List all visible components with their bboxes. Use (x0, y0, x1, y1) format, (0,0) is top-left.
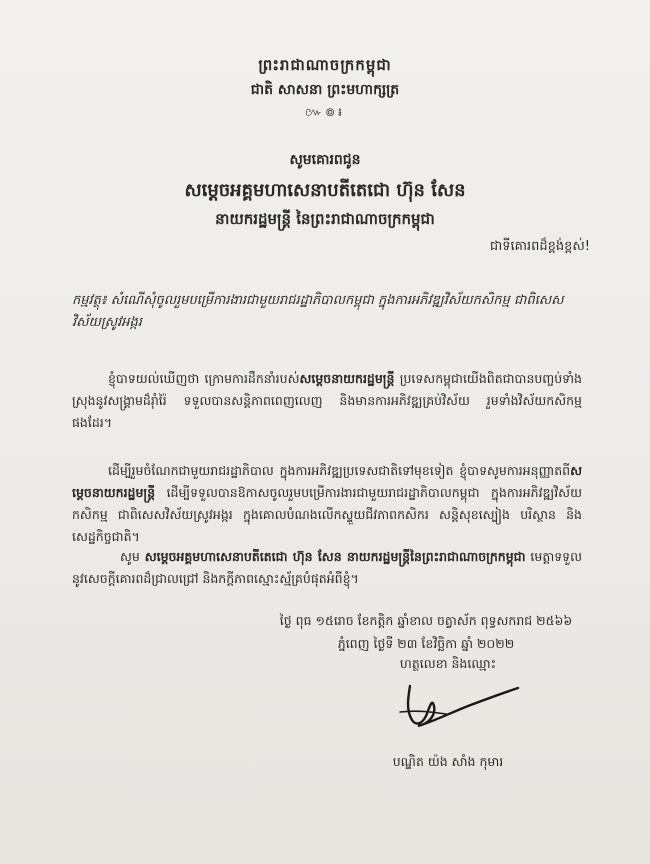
p3-bold-text: សម្តេចអគ្គមហាសេនាបតីតេជោ ហ៊ុន សែន នាយករដ្ឋមន្ត្រីនៃព្រះរាជាណាចក្រកម្ពុជា (144, 549, 526, 564)
solar-date: ភ្នំពេញ ថ្ងៃទី ២៣ ខែវិច្ឆិកា ឆ្នាំ ២០២២ (337, 636, 515, 651)
lunar-date: ថ្ងៃ ពុធ ១៥រោច ខែកត្តិក ឆ្នាំខាល ចត្វាស័ក ពុទ្ធសករាជ ២៥៦៦ (279, 613, 573, 628)
honorific: ជាទីគោរពដ៏ខ្ពង់ខ្ពស់! (489, 239, 590, 254)
recipient-name: សម្តេចអគ្គមហាសេនាបតីតេជោ ហ៊ុន សែន (184, 180, 466, 201)
signature-label: ហត្ថលេខា និងឈ្មោះ (399, 656, 497, 671)
body-paragraph-3 (72, 546, 582, 590)
p1-text-end: ប្រទេសកម្ពុជាយើងពិតជាបានបញ្ចប់ទាំងស្រុងនូវសង្គ្រាមដ៏រ៉ាំរ៉ៃ ទទួលបានសន្តិភាពពេញលេញ និងមានការអភិវឌ្ឍគ្រប់វិស័យ រួមទាំងវិស័យកសិកម្មផងដែរ។ (72, 371, 582, 430)
ornament-divider: ៚៙៛ (305, 105, 345, 119)
body-paragraph-2 (72, 460, 582, 548)
p2-bold-text: សម្តេចនាយករដ្ឋមន្ត្រី (72, 463, 582, 500)
p1-text-start: ខ្ញុំបាទយល់ឃើញថា ក្រោមការដឹកនាំរបស់ (108, 371, 300, 386)
signer-name: បណ្ឌិត យ៉ង សាំង កុមារ (392, 754, 504, 769)
salutation: សូមគោរពជូន (289, 152, 361, 168)
p3-text-start: សូម (120, 549, 145, 564)
p3-text-end: មេត្តាទទួលនូវសេចក្តីគោរពដ៏ជ្រាលជ្រៅ និងកក្តីភាពស្មោះស្ម័គ្របំផុតអំពីខ្ញុំ។ (72, 549, 583, 586)
p2-text-start: ដើម្បីរួមចំណែកជាមួយរាជរដ្ឋាភិបាល ក្នុងការអភិវឌ្ឍប្រទេសជាតិទៅមុខទៀត ខ្ញុំបាទសូមការអនុញ្ញាតពី (108, 463, 571, 478)
p1-bold-text: សម្តេចនាយករដ្ឋមន្ត្រី (299, 371, 395, 386)
body-paragraph-1 (72, 368, 582, 434)
recipient-title: នាយករដ្ឋមន្ត្រី នៃព្រះរាជាណាចក្រកម្ពុជា (215, 210, 435, 228)
p2-text-end: ដើម្បីទទួលបានឱកាសចូលរួមបម្រើការងារជាមួយរាជរដ្ឋាភិបាលកម្ពុជា ក្នុងការអភិវឌ្ឍវិស័យកសិកម្ម ជាពិសេសវិស័យស្រូវអង្ករ ក្នុងគោលបំណងលើកស្ទួយជីវភាពកសិករ សន្តិសុខស្បៀង បរិស្ថាន និងសេដ្ឋកិច្ចជាតិ។ (72, 484, 582, 544)
kingdom-heading: ព្រះរាជាណាចក្រកម្ពុជា (258, 56, 392, 74)
subject-line: កម្មវត្ថុ៖ សំណើសុំចូលរួមបម្រើការងារជាមួយរាជរដ្ឋាភិបាលកម្ពុជា ក្នុងការអភិវឌ្ឍវិស័យកសិកម្ម ជាពិសេសវិស័យស្រូវអង្ករ (72, 293, 564, 331)
handwritten-signature (388, 676, 528, 736)
national-motto: ជាតិ សាសនា ព្រះមហាក្សត្រ (250, 82, 400, 98)
